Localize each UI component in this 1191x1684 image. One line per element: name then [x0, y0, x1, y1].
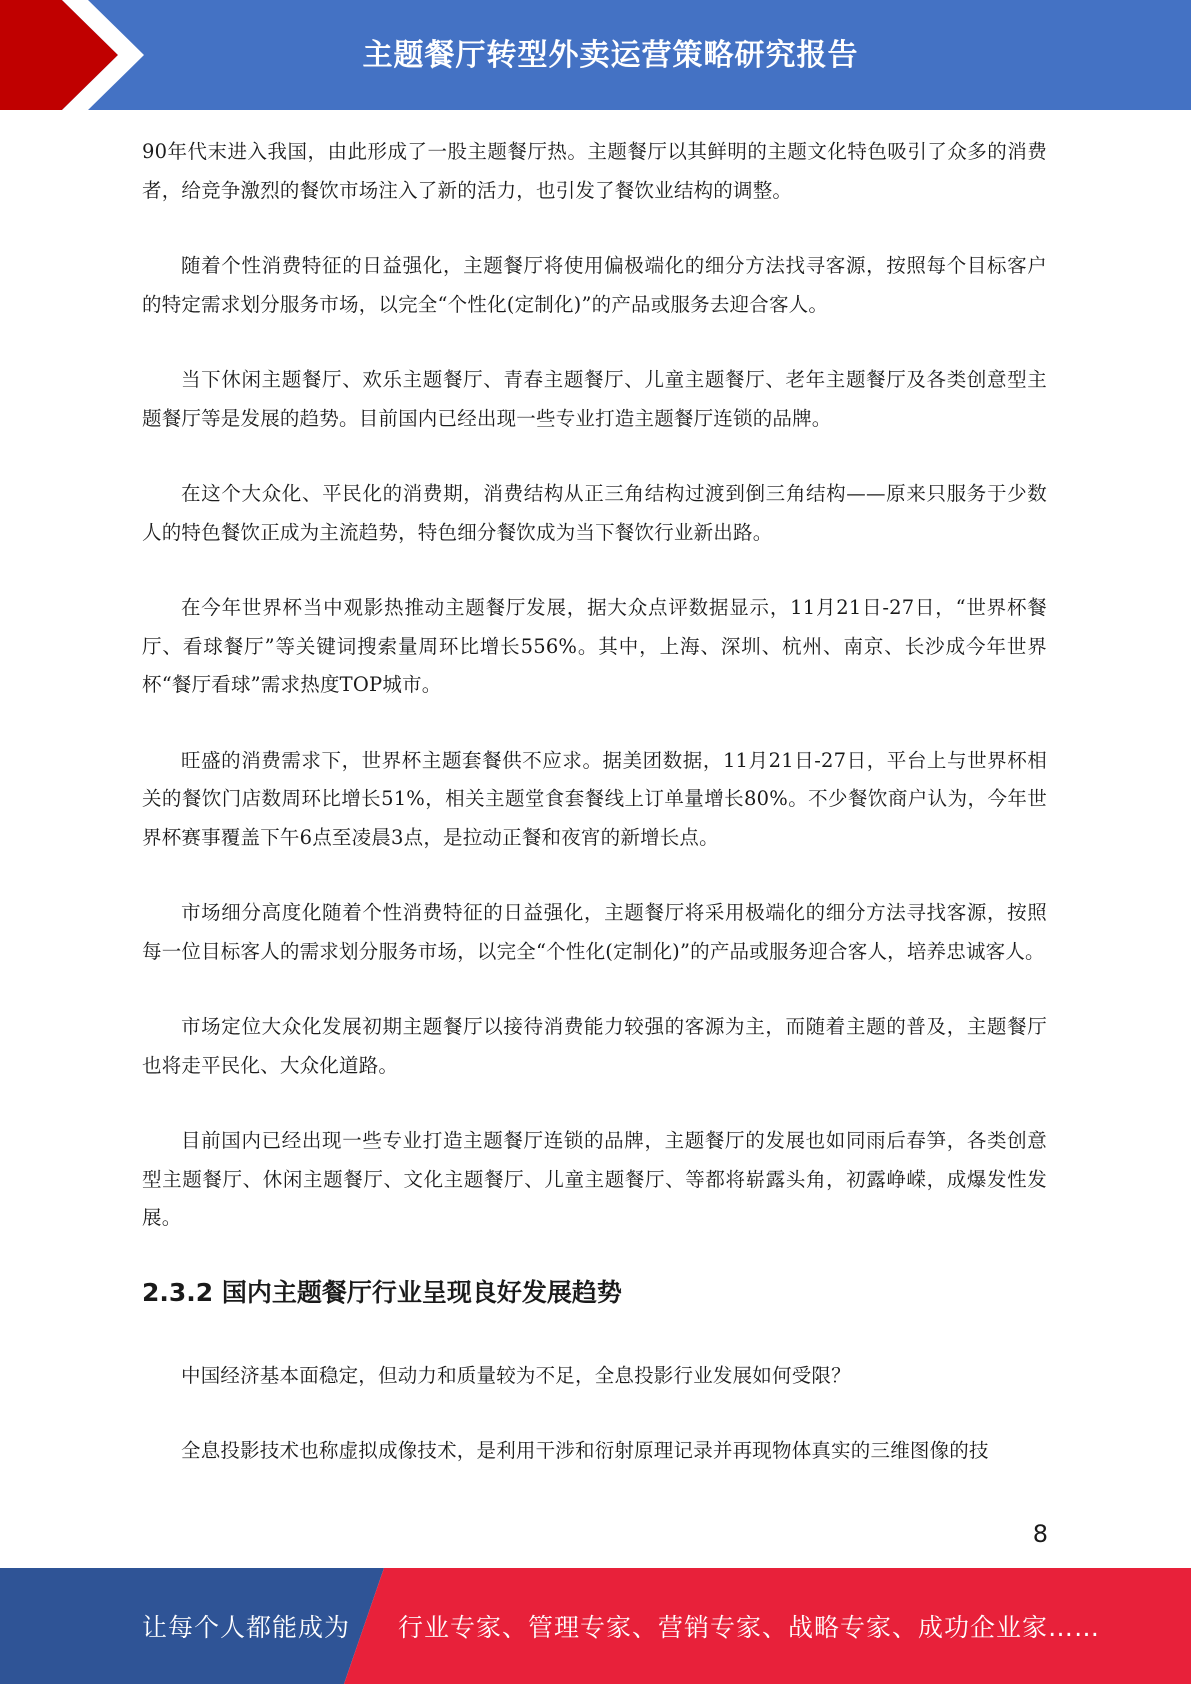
document-body — [142, 133, 1047, 1471]
paragraph-7: 市场细分高度化随着个性消费特征的日益强化，主题餐厅将采用极端化的细分方法寻找客源，按照每一位目标客人的需求划分服务市场，以完全“个性化(定制化)”的产品或服务迎合客人，培养忠诚客人。 — [142, 901, 1047, 963]
section-heading: 2.3.2 国内主题餐厅行业呈现良好发展趋势 — [142, 1277, 622, 1307]
report-title: 主题餐厅转型外卖运营策略研究报告 — [362, 38, 859, 73]
paragraph-3: 当下休闲主题餐厅、欢乐主题餐厅、青春主题餐厅、儿童主题餐厅、老年主题餐厅及各类创意型主题餐厅等是发展的趋势。目前国内已经出现一些专业打造主题餐厅连锁的品牌。 — [142, 368, 1047, 430]
paragraph-4: 在这个大众化、平民化的消费期，消费结构从正三角结构过渡到倒三角结构——原来只服务于少数人的特色餐饮正成为主流趋势，特色细分餐饮成为当下餐饮行业新出路。 — [142, 482, 1047, 544]
paragraph-8: 市场定位大众化发展初期主题餐厅以接待消费能力较强的客源为主，而随着主题的普及，主题餐厅也将走平民化、大众化道路。 — [142, 1015, 1047, 1077]
paragraph-9: 目前国内已经出现一些专业打造主题餐厅连锁的品牌，主题餐厅的发展也如同雨后春笋，各类创意型主题餐厅、休闲主题餐厅、文化主题餐厅、儿童主题餐厅、等都将崭露头角，初露峥嵘，成爆发性发展。 — [142, 1129, 1047, 1229]
footer-banner — [0, 1568, 1191, 1684]
page-number: 8 — [1032, 1520, 1048, 1548]
paragraph-6: 旺盛的消费需求下，世界杯主题套餐供不应求。据美团数据，11月21日-27日，平台上与世界杯相关的餐饮门店数周环比增长51%，相关主题堂食套餐线上订单量增长80%。不少餐饮商户认为，今年世界杯赛事覆盖下午6点至凌晨3点，是拉动正餐和夜宵的新增长点。 — [142, 748, 1047, 849]
section-paragraph-1: 中国经济基本面稳定，但动力和质量较为不足，全息投影行业发展如何受限？ — [181, 1363, 851, 1387]
paragraph-1: 90年代末进入我国，由此形成了一股主题餐厅热。主题餐厅以其鲜明的主题文化特色吸引了众多的消费者，给竞争激烈的餐饮市场注入了新的活力，也引发了餐饮业结构的调整。 — [142, 140, 1047, 202]
paragraph-2: 随着个性消费特征的日益强化，主题餐厅将使用偏极端化的细分方法找寻客源，按照每个目标客户的特定需求划分服务市场，以完全“个性化(定制化)”的产品或服务去迎合客人。 — [142, 254, 1047, 316]
section-paragraph-2: 全息投影技术也称虚拟成像技术，是利用干涉和衍射原理记录并再现物体真实的三维图像的技 — [181, 1439, 989, 1462]
footer-slogan-right: 行业专家、管理专家、营销专家、战略专家、成功企业家…… — [398, 1613, 1101, 1642]
paragraph-5: 在今年世界杯当中观影热推动主题餐厅发展，据大众点评数据显示，11月21日-27日，“世界杯餐厅、看球餐厅”等关键词搜索量周环比增长556%。其中，上海、深圳、杭州、南京、长沙成今年世界杯“餐厅看球”需求热度TOP城市。 — [142, 596, 1047, 696]
footer-slogan-left: 让每个人都能成为 — [142, 1613, 351, 1642]
header-banner — [0, 0, 1191, 110]
